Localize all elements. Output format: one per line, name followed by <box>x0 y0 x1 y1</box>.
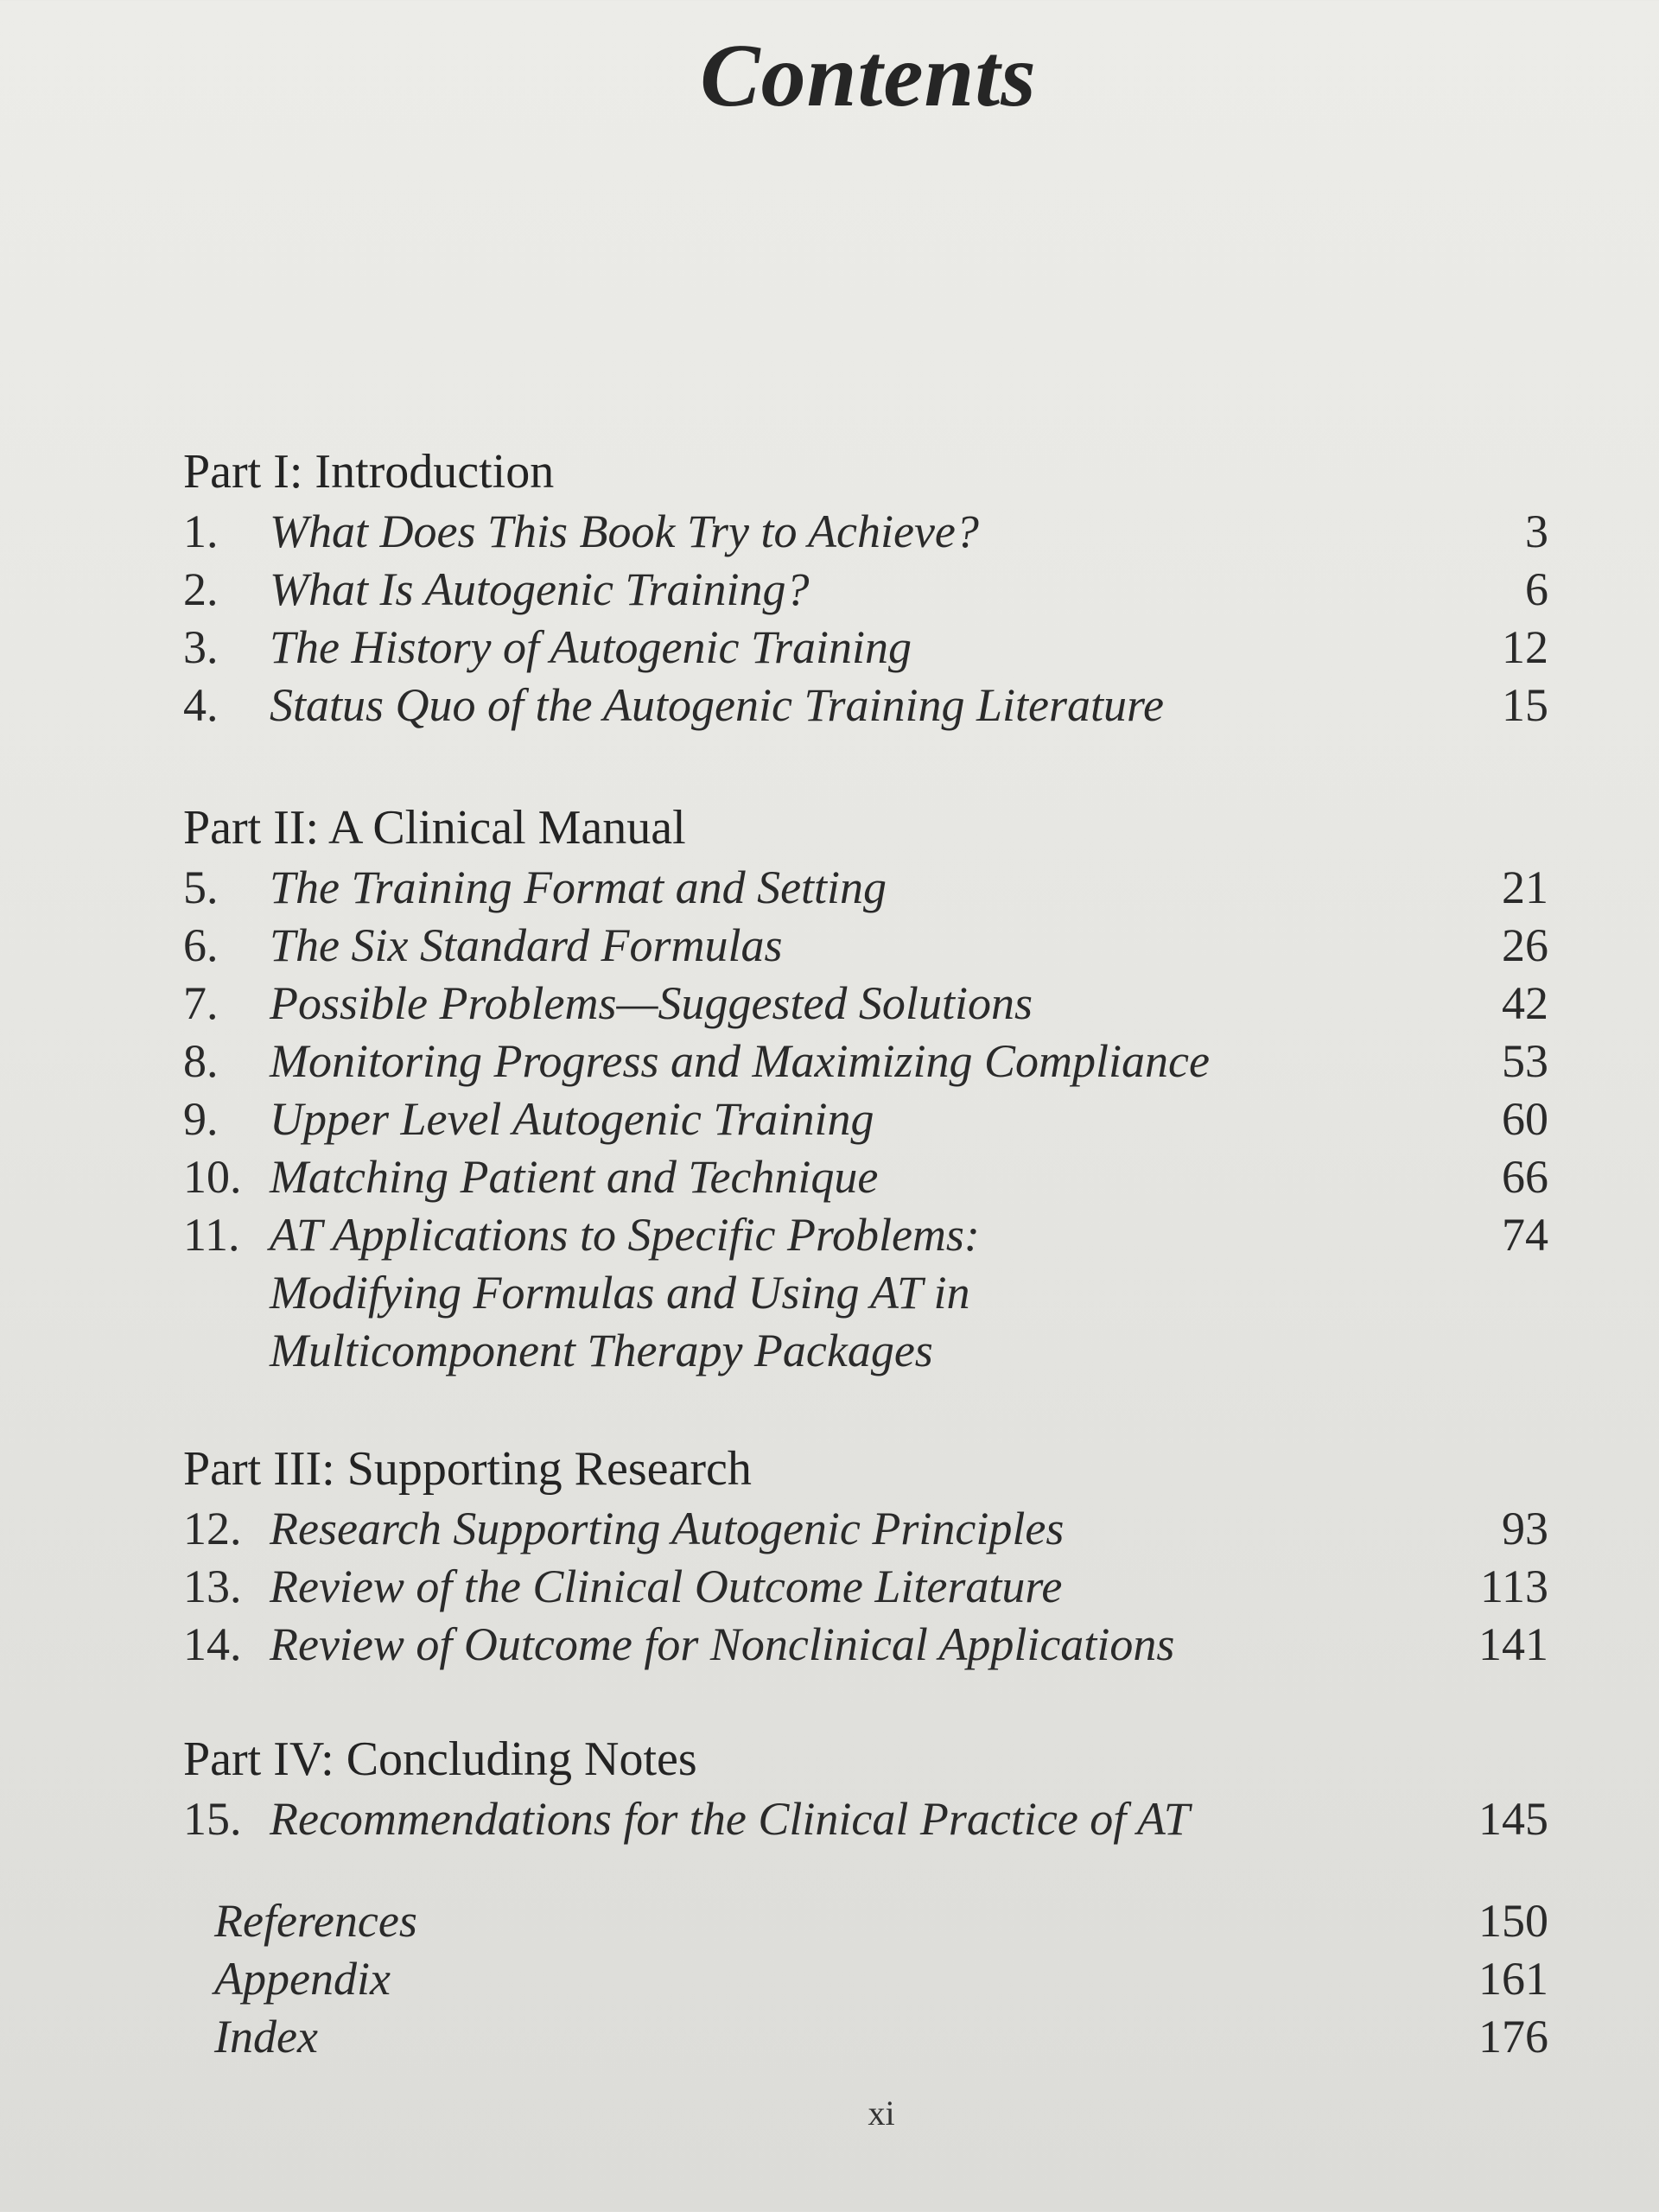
chapter-number: 8. <box>183 1035 219 1087</box>
page-number: 161 <box>1478 1953 1548 2005</box>
toc-entry <box>183 1500 1548 1558</box>
toc-entry <box>183 917 1548 975</box>
toc-entry <box>183 1558 1548 1616</box>
chapter-title: Review of Outcome for Nonclinical Applications <box>270 1618 1175 1670</box>
chapter-number: 15. <box>183 1793 242 1845</box>
contents-title: Contents <box>700 26 1037 125</box>
back-matter-title: Appendix <box>214 1953 391 2005</box>
toc-entry <box>183 1033 1548 1090</box>
page-number: 176 <box>1478 2011 1548 2063</box>
chapter-title: What Is Autogenic Training? <box>270 563 810 615</box>
part-3-section <box>183 1438 1548 1674</box>
page-number: 141 <box>1478 1618 1548 1670</box>
chapter-number: 11. <box>183 1209 240 1261</box>
page-number: 26 <box>1502 919 1548 971</box>
toc-entry <box>183 975 1548 1033</box>
part-heading: Part III: Supporting Research <box>183 1442 752 1496</box>
chapter-number: 9. <box>183 1093 219 1145</box>
chapter-number: 4. <box>183 679 219 731</box>
chapter-title: Status Quo of the Autogenic Training Literature <box>270 679 1165 731</box>
page-number: 150 <box>1478 1895 1548 1947</box>
page-number: 74 <box>1502 1209 1548 1261</box>
page-folio: xi <box>868 2094 895 2133</box>
chapter-title: The History of Autogenic Training <box>270 621 912 673</box>
toc-entry <box>183 1206 1548 1380</box>
chapter-title: What Does This Book Try to Achieve? <box>270 505 979 557</box>
page-number: 15 <box>1502 679 1548 731</box>
chapter-title: The Training Format and Setting <box>270 861 887 913</box>
chapter-title: Review of the Clinical Outcome Literature <box>270 1560 1063 1612</box>
chapter-number: 12. <box>183 1503 242 1554</box>
chapter-number: 7. <box>183 977 219 1029</box>
toc-entry <box>183 2008 1548 2066</box>
part-heading: Part II: A Clinical Manual <box>183 801 686 855</box>
back-matter-title: Index <box>214 2011 318 2063</box>
chapter-number: 6. <box>183 919 219 971</box>
page-number: 60 <box>1502 1093 1548 1145</box>
page-number: 66 <box>1502 1151 1548 1203</box>
page-number: 145 <box>1478 1793 1548 1845</box>
chapter-title: AT Applications to Specific Problems: Modifying Formulas and Using AT in Multicomponent Therapy Packages <box>270 1209 980 1376</box>
toc-entry <box>183 1616 1548 1674</box>
part-4-section <box>183 1728 1548 1848</box>
chapter-number: 5. <box>183 861 219 913</box>
toc-entry <box>183 677 1548 734</box>
back-matter-title: References <box>214 1895 417 1947</box>
chapter-title: Research Supporting Autogenic Principles <box>270 1503 1065 1554</box>
chapter-number: 3. <box>183 621 219 673</box>
page-number: 6 <box>1525 563 1548 615</box>
chapter-title: Matching Patient and Technique <box>270 1151 879 1203</box>
chapter-title: Upper Level Autogenic Training <box>270 1093 874 1145</box>
toc-entry <box>183 1148 1548 1206</box>
page-number: 53 <box>1502 1035 1548 1087</box>
toc-entry <box>183 1090 1548 1148</box>
toc-entry <box>183 503 1548 561</box>
page-number: 21 <box>1502 861 1548 913</box>
chapter-title: The Six Standard Formulas <box>270 919 783 971</box>
chapter-number: 10. <box>183 1151 242 1203</box>
toc-entry <box>183 1950 1548 2008</box>
part-1-section <box>183 441 1548 734</box>
chapter-number: 14. <box>183 1618 242 1670</box>
page-number: 12 <box>1502 621 1548 673</box>
chapter-number: 13. <box>183 1560 242 1612</box>
back-matter-section <box>183 1892 1548 2066</box>
toc-entry <box>183 1790 1548 1848</box>
part-heading: Part IV: Concluding Notes <box>183 1732 697 1786</box>
page-number: 3 <box>1525 505 1548 557</box>
toc-entry <box>183 859 1548 917</box>
chapter-title: Possible Problems—Suggested Solutions <box>270 977 1033 1029</box>
toc-entry <box>183 561 1548 619</box>
page-number: 42 <box>1502 977 1548 1029</box>
chapter-title: Monitoring Progress and Maximizing Compliance <box>270 1035 1210 1087</box>
toc-entry <box>183 619 1548 677</box>
part-2-section <box>183 797 1548 1380</box>
chapter-number: 1. <box>183 505 219 557</box>
chapter-number: 2. <box>183 563 219 615</box>
toc-entry <box>183 1892 1548 1950</box>
chapter-title: Recommendations for the Clinical Practice of AT <box>270 1793 1190 1845</box>
page-number: 113 <box>1480 1560 1548 1612</box>
part-heading: Part I: Introduction <box>183 445 555 499</box>
page-number: 93 <box>1502 1503 1548 1554</box>
